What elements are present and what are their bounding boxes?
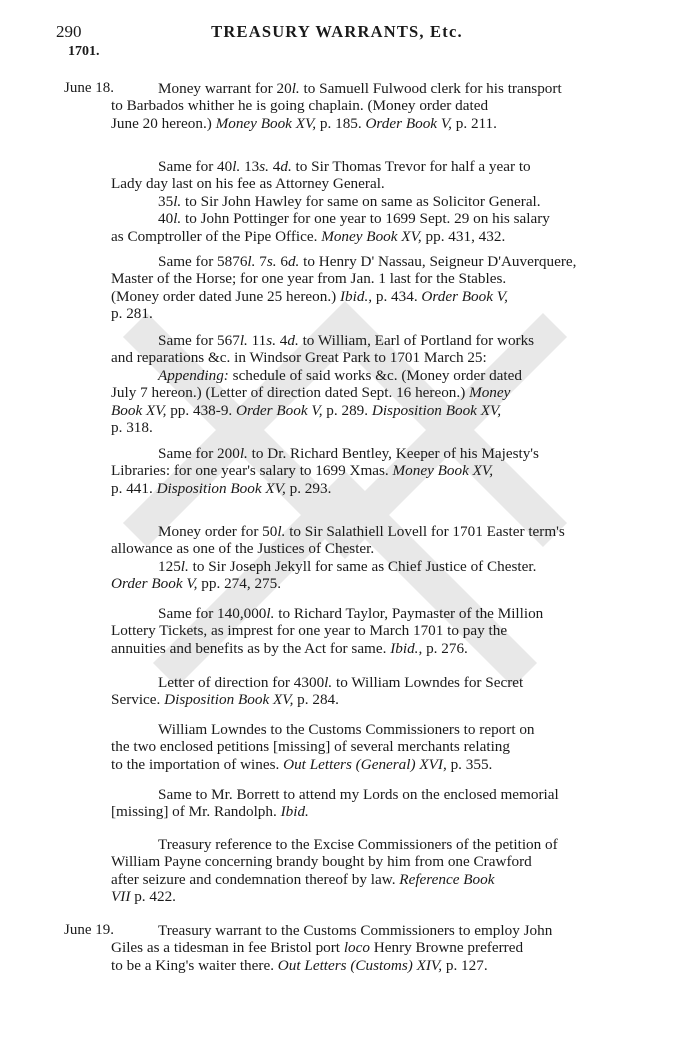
text-segment: after seizure and condemnation thereof by law. xyxy=(111,870,400,888)
text-segment: schedule of said works &c. (Money order dated xyxy=(228,366,522,384)
text-line xyxy=(111,691,615,708)
text-line xyxy=(111,349,615,366)
text-segment: p. 211. xyxy=(451,114,497,132)
italic-reference: Order Book V, xyxy=(111,575,198,593)
text-segment: p. 355. xyxy=(446,755,493,773)
italic-reference: s. xyxy=(266,253,277,270)
entry-text xyxy=(111,786,615,821)
page-header xyxy=(0,22,674,46)
text-segment: 4 xyxy=(276,332,288,349)
text-line xyxy=(111,384,615,401)
italic-reference: Ibid., xyxy=(340,287,373,305)
text-segment: the two enclosed petitions [missing] of several merchants relating xyxy=(111,738,510,756)
italic-reference: Out Letters (General) XVI, xyxy=(283,755,447,773)
text-segment: p. 276. xyxy=(422,639,468,657)
text-segment: Service. xyxy=(111,691,165,709)
entry-text xyxy=(111,158,615,245)
italic-reference: Money xyxy=(469,384,511,402)
year-label: 1701. xyxy=(68,44,100,59)
text-segment: Money warrant for 20 xyxy=(158,80,292,97)
text-segment: [missing] of Mr. Randolph. xyxy=(111,803,281,821)
text-line xyxy=(111,97,615,114)
text-line xyxy=(111,575,615,592)
text-segment: William Lowndes to the Customs Commissioners to report on xyxy=(158,721,535,738)
text-line xyxy=(111,480,615,497)
entry-text xyxy=(111,836,615,906)
text-segment: Treasury warrant to the Customs Commissioners to employ John xyxy=(158,922,553,939)
text-segment: Same to Mr. Borrett to attend my Lords on the enclosed memorial xyxy=(158,786,559,803)
text-segment: (Money order dated June 25 hereon.) xyxy=(111,287,340,305)
italic-reference: Disposition Book XV, xyxy=(164,691,294,709)
text-line xyxy=(111,721,615,738)
text-segment: p. 289. xyxy=(322,401,372,419)
text-line xyxy=(111,853,615,870)
text-segment: Same for 200 xyxy=(158,445,240,462)
text-segment: William Payne concerning brandy bought by him from one Crawford xyxy=(111,853,532,871)
italic-reference: Book XV, xyxy=(111,401,167,419)
text-line xyxy=(111,939,615,956)
text-segment: to Sir John Hawley for same on same as Solicitor General. xyxy=(181,192,541,210)
text-segment: p. 293. xyxy=(285,479,332,497)
text-segment: Libraries: for one year's salary to 1699 Xmas. xyxy=(111,462,393,480)
entry-text xyxy=(111,253,615,323)
text-line xyxy=(111,80,615,97)
text-segment: pp. 274, 275. xyxy=(197,575,282,593)
text-segment: as Comptroller of the Pipe Office. xyxy=(111,227,322,245)
text-segment: to Henry D' Nassau, Seigneur D'Auverquere, xyxy=(299,253,577,270)
text-segment: to the importation of wines. xyxy=(111,755,284,773)
italic-reference: l. xyxy=(239,332,248,349)
text-segment: to William Lowndes for Secret xyxy=(332,674,524,691)
italic-reference: VII xyxy=(111,888,131,906)
text-segment: to Richard Taylor, Paymaster of the Million xyxy=(274,605,544,622)
italic-reference: l. xyxy=(239,445,248,462)
text-line xyxy=(111,305,615,322)
text-line xyxy=(111,957,615,974)
text-line xyxy=(111,922,615,939)
italic-reference: l. xyxy=(232,158,241,175)
italic-reference: l. xyxy=(173,210,182,228)
text-segment: to John Pottinger for one year to 1699 Sept. 29 on his salary xyxy=(181,210,550,228)
text-segment: to Sir Joseph Jekyll for same as Chief Justice of Chester. xyxy=(188,557,537,575)
text-line xyxy=(111,419,615,436)
text-segment: 40 xyxy=(158,210,174,228)
italic-reference: Disposition Book XV, xyxy=(156,479,286,497)
italic-reference: Disposition Book XV, xyxy=(371,401,502,419)
text-segment: p. 318. xyxy=(111,419,153,437)
italic-reference: loco xyxy=(343,939,370,957)
text-segment: p. 127. xyxy=(442,956,488,974)
text-segment: Same for 140,000 xyxy=(158,605,267,622)
italic-reference: Reference Book xyxy=(399,870,495,888)
italic-reference: l. xyxy=(266,605,275,622)
text-segment: Master of the Horse; for one year from Jan. 1 last for the Stables. xyxy=(111,270,507,288)
text-line xyxy=(111,253,615,270)
text-segment: 7 xyxy=(255,253,267,270)
text-segment: p. 422. xyxy=(130,888,176,906)
text-segment: Giles as a tidesman in fee Bristol port xyxy=(111,939,344,957)
italic-reference: l. xyxy=(173,192,182,210)
text-segment: Henry Browne preferred xyxy=(369,939,524,957)
text-segment: Same for 40 xyxy=(158,158,233,175)
italic-reference: Order Book V, xyxy=(421,287,508,305)
text-segment: p. 281. xyxy=(111,305,153,323)
italic-reference: l. xyxy=(247,253,256,270)
entry-text xyxy=(111,445,615,497)
text-line xyxy=(111,786,615,803)
text-line xyxy=(111,640,615,657)
italic-reference: Order Book V, xyxy=(365,114,452,132)
entry-text xyxy=(111,721,615,773)
italic-reference: l. xyxy=(291,80,300,97)
italic-reference: s. xyxy=(266,332,276,349)
entry-text xyxy=(111,674,615,709)
italic-reference: l. xyxy=(277,523,286,540)
entry-date: June 19. xyxy=(64,922,114,938)
text-segment: and reparations &c. in Windsor Great Park to 1701 March 25: xyxy=(111,349,487,367)
text-line xyxy=(111,803,615,820)
text-line xyxy=(111,175,615,192)
text-line xyxy=(111,210,615,227)
text-segment: Money order for 50 xyxy=(158,523,278,540)
text-segment: 125 xyxy=(158,557,181,575)
italic-reference: s. xyxy=(259,158,269,175)
text-segment: June 20 hereon.) xyxy=(111,114,216,132)
text-segment: to Samuell Fulwood clerk for his transport xyxy=(299,80,562,97)
text-segment: 11 xyxy=(247,332,267,349)
text-line xyxy=(111,115,615,132)
text-line xyxy=(111,332,615,349)
italic-reference: l. xyxy=(324,674,333,691)
text-segment: p. 284. xyxy=(293,691,339,709)
text-line xyxy=(111,836,615,853)
entry-text xyxy=(111,605,615,657)
entry-text xyxy=(111,523,615,593)
italic-reference: d. xyxy=(287,332,299,349)
text-segment: to Sir Thomas Trevor for half a year to xyxy=(291,158,531,175)
entry-text xyxy=(111,80,615,132)
text-segment: 4 xyxy=(268,158,281,175)
running-title: TREASURY WARRANTS, Etc. xyxy=(211,22,463,41)
text-segment: Same for 5876 xyxy=(158,253,248,270)
italic-reference: Money Book XV, xyxy=(215,114,317,132)
text-line xyxy=(111,622,615,639)
text-segment: to Barbados whither he is going chaplain. (Money order dated xyxy=(111,97,489,115)
text-segment: 13 xyxy=(240,158,260,175)
text-segment: pp. 431, 432. xyxy=(421,227,506,245)
text-segment: 6 xyxy=(276,253,288,270)
text-segment: to Sir Salathiell Lovell for 1701 Easter term's xyxy=(285,523,565,540)
entry-date: June 18. xyxy=(64,80,114,96)
page-number: 290 xyxy=(56,22,82,41)
entry-text xyxy=(111,922,615,974)
entry-text xyxy=(111,332,615,436)
text-segment: p. 441. xyxy=(111,479,157,497)
text-segment: p. 185. xyxy=(316,114,366,132)
text-line xyxy=(111,523,615,540)
text-line xyxy=(111,738,615,755)
text-segment: July 7 hereon.) (Letter of direction dated Sept. 16 hereon.) xyxy=(111,384,470,402)
italic-reference: Money Book XV, xyxy=(321,227,422,245)
italic-reference: Order Book V, xyxy=(236,401,323,419)
text-segment: Lady day last on his fee as Attorney General. xyxy=(111,175,385,193)
text-line xyxy=(111,674,615,691)
italic-reference: Ibid., xyxy=(390,639,423,657)
italic-reference: Ibid. xyxy=(280,803,309,821)
text-segment: to Dr. Richard Bentley, Keeper of his Majesty's xyxy=(247,445,539,462)
text-segment: Same for 567 xyxy=(158,332,240,349)
text-segment: 35 xyxy=(158,192,174,210)
text-line xyxy=(111,462,615,479)
text-line xyxy=(111,871,615,888)
text-line xyxy=(111,558,615,575)
italic-reference: Out Letters (Customs) XIV, xyxy=(277,956,443,974)
italic-reference: d. xyxy=(280,158,292,175)
text-line xyxy=(111,540,615,557)
text-line xyxy=(111,402,615,419)
text-segment: Letter of direction for 4300 xyxy=(158,674,325,691)
text-line xyxy=(111,888,615,905)
italic-reference: l. xyxy=(180,557,189,575)
italic-reference: d. xyxy=(287,253,300,270)
text-segment: pp. 438-9. xyxy=(166,401,237,419)
text-line xyxy=(111,756,615,773)
text-line xyxy=(111,228,615,245)
text-segment: Treasury reference to the Excise Commissioners of the petition of xyxy=(158,836,558,853)
text-line xyxy=(111,605,615,622)
text-line xyxy=(111,445,615,462)
text-line xyxy=(111,270,615,287)
text-line xyxy=(111,193,615,210)
italic-reference: Appending: xyxy=(158,366,229,384)
text-segment: Lottery Tickets, as imprest for one year to March 1701 to pay the xyxy=(111,622,508,640)
text-line xyxy=(111,367,615,384)
text-segment: to be a King's waiter there. xyxy=(111,956,278,974)
italic-reference: Money Book XV, xyxy=(392,462,494,480)
text-segment: to William, Earl of Portland for works xyxy=(298,332,535,349)
text-segment: annuities and benefits as by the Act for same. xyxy=(111,639,391,657)
text-segment: allowance as one of the Justices of Chester. xyxy=(111,540,375,558)
text-line xyxy=(111,288,615,305)
text-line xyxy=(111,158,615,175)
text-segment: p. 434. xyxy=(372,287,422,305)
